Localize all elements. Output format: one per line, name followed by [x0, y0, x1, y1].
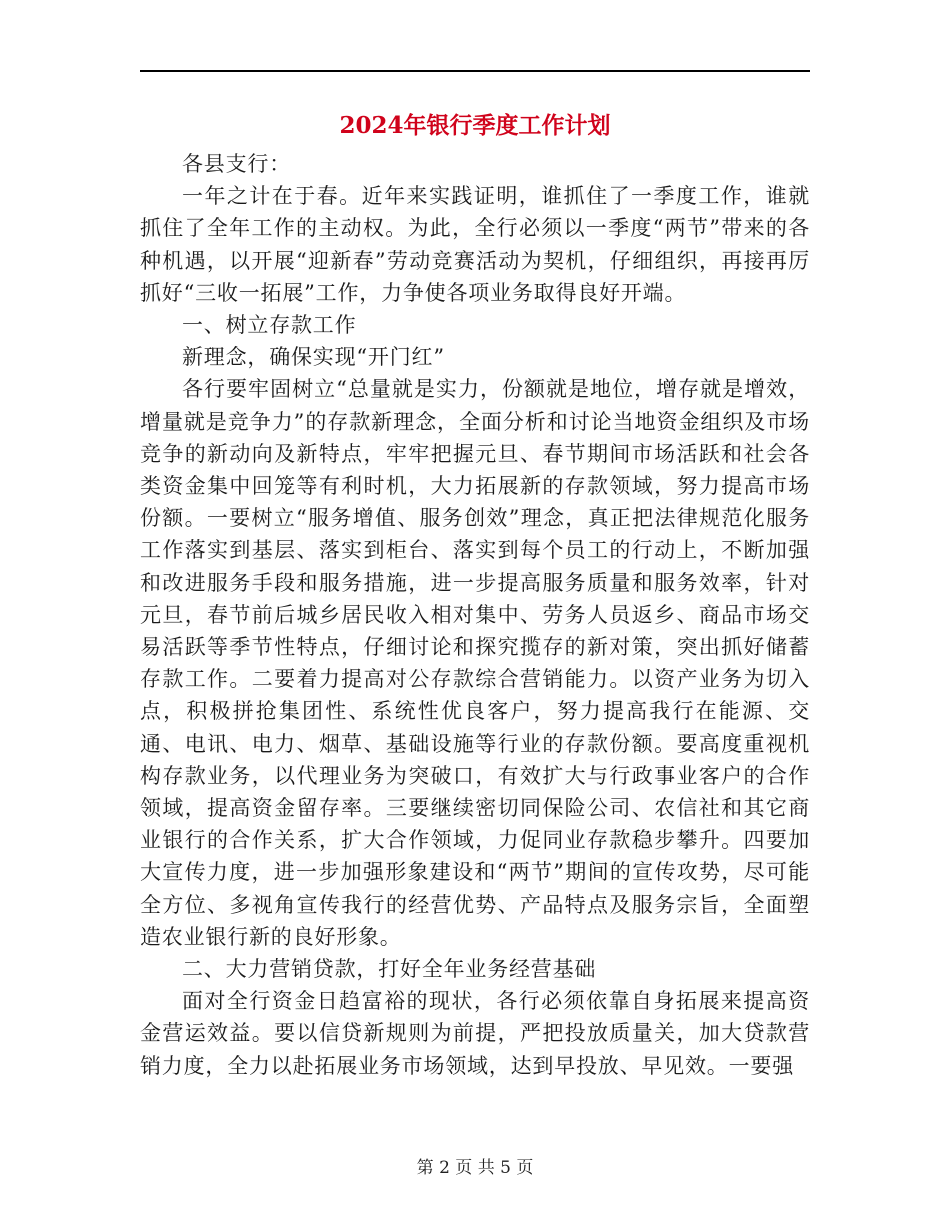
section-heading-1: 一、树立存款工作 [182, 313, 357, 338]
salutation: 各县支行： [182, 152, 291, 176]
intro-paragraph: 一年之计在于春。近年来实践证明，谁抓住了一季度工作，谁就抓住了全年工作的主动权。为此，全行必须以一季度“两节”带来的各种机遇，以开展“迎新春”劳动竞赛活动为契机，仔细组织，再接再厉抓好“三收一拓展”工作，力争使各项业务取得良好开端。 [140, 184, 810, 305]
section-heading-2: 二、大力营销贷款，打好全年业务经营基础 [182, 957, 597, 982]
page-number: 第 2 页 共 5 页 [416, 1158, 534, 1178]
header-rule [140, 70, 810, 72]
section-2-body: 面对全行资金日趋富裕的现状，各行必须依靠自身拓展来提高资金营运效益。要以信贷新规则为前提，严把投放质量关，加大贷款营销力度，全力以赴拓展业务市场领域，达到早投放、早见效。一要强 [140, 989, 810, 1078]
document-body [140, 148, 810, 1082]
section-heading-1-continued: 新理念，确保实现“开门红” [182, 345, 445, 370]
section-1-body: 各行要牢固树立“总量就是实力，份额就是地位，增存就是增效，增量就是竞争力”的存款新理念，全面分析和讨论当地资金组织及市场竞争的新动向及新特点，牢牢把握元旦、春节期间市场活跃和社会各类资金集中回笼等有利时机，大力拓展新的存款领域，努力提高市场份额。一要树立“服务增值、服务创效”理念，真正把法律规范化服务工作落实到基层、落实到柜台、落实到每个员工的行动上，不断加强和改进服务手段和服务措施，进一步提高服务质量和服务效率，针对元旦，春节前后城乡居民收入相对集中、劳务人员返乡、商品市场交易活跃等季节性特点，仔细讨论和探究揽存的新对策，突出抓好储蓄存款工作。二要着力提高对公存款综合营销能力。以资产业务为切入点，积极拼抢集团性、系统性优良客户，努力提高我行在能源、交通、电讯、电力、烟草、基础设施等行业的存款份额。要高度重视机构存款业务，以代理业务为突破口，有效扩大与行政事业客户的合作领域，提高资金留存率。三要继续密切同保险公司、农信社和其它商业银行的合作关系，扩大合作领域，力促同业存款稳步攀升。四要加大宣传力度，进一步加强形象建设和“两节”期间的宣传攻势，尽可能全方位、多视角宣传我行的经营优势、产品特点及服务宗旨，全面塑造农业银行新的良好形象。 [140, 377, 810, 949]
document-title: 2024年银行季度工作计划 [339, 112, 611, 139]
